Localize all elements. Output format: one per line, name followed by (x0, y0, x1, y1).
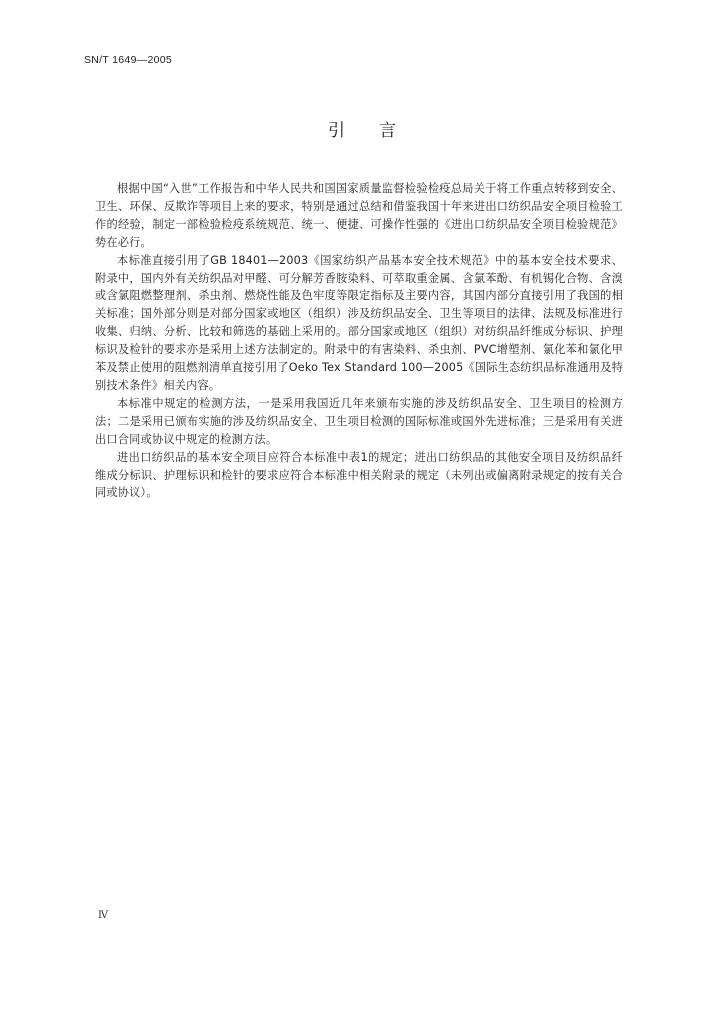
paragraph-3: 本标准中规定的检测方法，一是采用我国近几年来颁布实施的涉及纺织品安全、卫生项目的检测方法；二是采用已颁布实施的涉及纺织品安全、卫生项目检测的国际标准或国外先进标准；三是采用有关进出口合同或协议中规定的检测方法。 (95, 396, 623, 446)
paragraph-4: 进出口纺织品的基本安全项目应符合本标准中表1的规定；进出口纺织品的其他安全项目及纺织品纤维成分标识、护理标识和检针的要求应符合本标准中相关附录的规定（未列出或偏离附录规定的按有关合同或协议）。 (95, 450, 623, 500)
paragraph-2: 本标准直接引用了GB 18401—2003《国家纺织产品基本安全技术规范》中的基本安全技术要求、附录中，国内外有关纺织品对甲醛、可分解芳香胺染料、可萃取重金属、含氯苯酚、有机锡化合物、含溴或含氯阻燃整理剂、杀虫剂、燃烧性能及色牢度等限定指标及主要内容，其国内部分直接引用了我国的相关标准；国外部分则是对部分国家或地区（组织）涉及纺织品安全、卫生等项目的法律、法规及标准进行收集、归纳、分析、比较和筛选的基础上采用的。部分国家或地区（组织）对纺织品纤维成分标识、护理标识及检针的要求亦是采用上述方法制定的。附录中的有害染料、杀虫剂、PVC增塑剂、氯化苯和氯化甲苯及禁止使用的阻燃剂清单直接引用了Oeko Tex Standard 100—2005《国际生态纺织品标准通用及特别技术条件》相关内容。 (95, 253, 623, 392)
section-title: 引言 (328, 121, 430, 141)
body-text (95, 180, 623, 502)
page-number: Ⅳ (98, 910, 108, 921)
standard-number-header: SN/T 1649—2005 (84, 54, 173, 66)
paragraph-1: 根据中国“入世”工作报告和中华人民共和国国家质量监督检验检疫总局关于将工作重点转移到安全、卫生、环保、反欺诈等项目上来的要求，特别是通过总结和借鉴我国十年来进出口纺织品安全项目检验工作的经验，制定一部检验检疫系统规范、统一、便捷、可操作性强的《进出口纺织品安全项目检验规范》势在必行。 (95, 182, 623, 249)
